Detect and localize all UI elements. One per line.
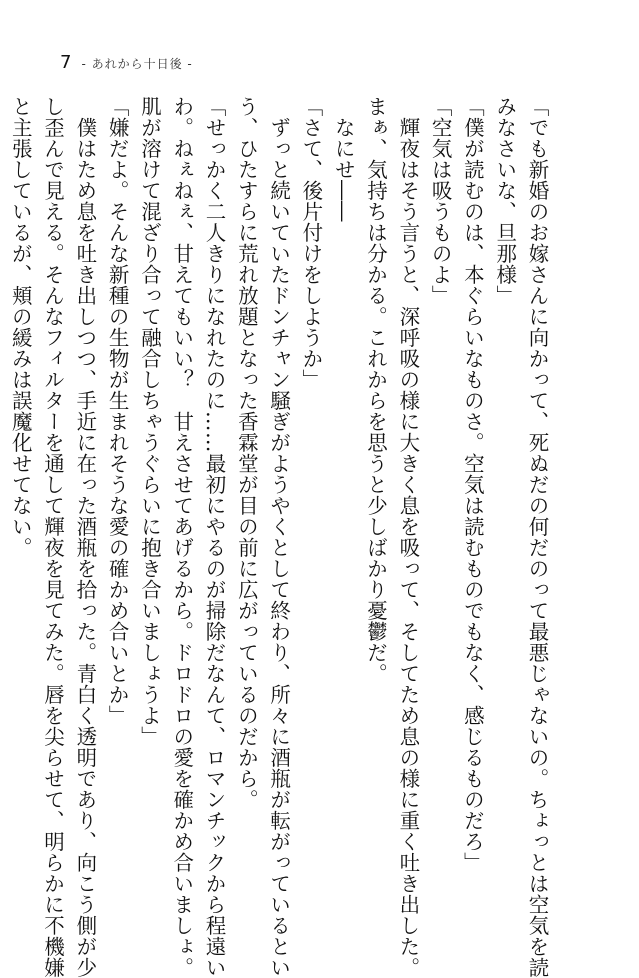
text-line: し歪んで見える。そんなフィルターを通して輝夜を見てみた。唇を尖らせて、明らかに不機嫌 bbox=[40, 96, 65, 978]
text-line: 肌が溶けて混ざり合って融合しちゃうぐらいに抱き合いましょうよ」 bbox=[137, 96, 162, 747]
vertical-body-text bbox=[0, 96, 553, 978]
text-line: まぁ、気持ちは分かる。これからを思うと少しばかり憂鬱だ。 bbox=[363, 96, 388, 684]
text-line: 「空気は吸うものよ」 bbox=[428, 96, 453, 306]
text-line: 「嫌だよ。そんな新種の生物が生まれそうな愛の確かめ合いとか」 bbox=[105, 96, 130, 726]
text-line: 「さて、後片付けをしようか」 bbox=[298, 96, 323, 390]
text-line: 「僕が読むのは、本ぐらいなものさ。空気は読むものでもなく、感じるものだろ」 bbox=[460, 96, 485, 873]
text-line: なにせ―― bbox=[331, 96, 356, 222]
text-line: と主張しているが、頬の緩みは誤魔化せてない。 bbox=[8, 96, 33, 558]
text-line: 「せっかく二人きりになれたのに……最初にやるのが掃除だなんて、ロマンチックから程遠い bbox=[202, 96, 227, 978]
text-line: 僕はため息を吐き出しつつ、手近に在った酒瓶を拾った。青白く透明であり、向こう側が少 bbox=[72, 96, 97, 978]
page-number: 7 bbox=[60, 52, 72, 73]
chapter-title: - あれから十日後 - bbox=[81, 57, 193, 71]
page-header bbox=[60, 52, 193, 73]
text-line: 「でも新婚のお嫁さんに向かって、死ぬだの何だのって最悪じゃないの。ちょっとは空気を読 bbox=[525, 96, 549, 978]
text-line: う、ひたすらに荒れ放題となった香霖堂が目の前に広がっているのだから。 bbox=[234, 96, 259, 810]
text-line: 輝夜はそう言うと、深呼吸の様に大きく息を吸って、そしてため息の様に重く吐き出した。 bbox=[395, 96, 420, 978]
text-line: みなさいな、旦那様」 bbox=[492, 96, 517, 306]
text-line: わ。ねぇねぇ、甘えてもいい？ 甘えさせてあげるから。ドロドロの愛を確かめ合いましょ。 bbox=[169, 96, 194, 978]
text-line: ずっと続いていたドンチャン騒ぎがようやくとして終わり、所々に酒瓶が転がっているとい bbox=[266, 96, 291, 978]
